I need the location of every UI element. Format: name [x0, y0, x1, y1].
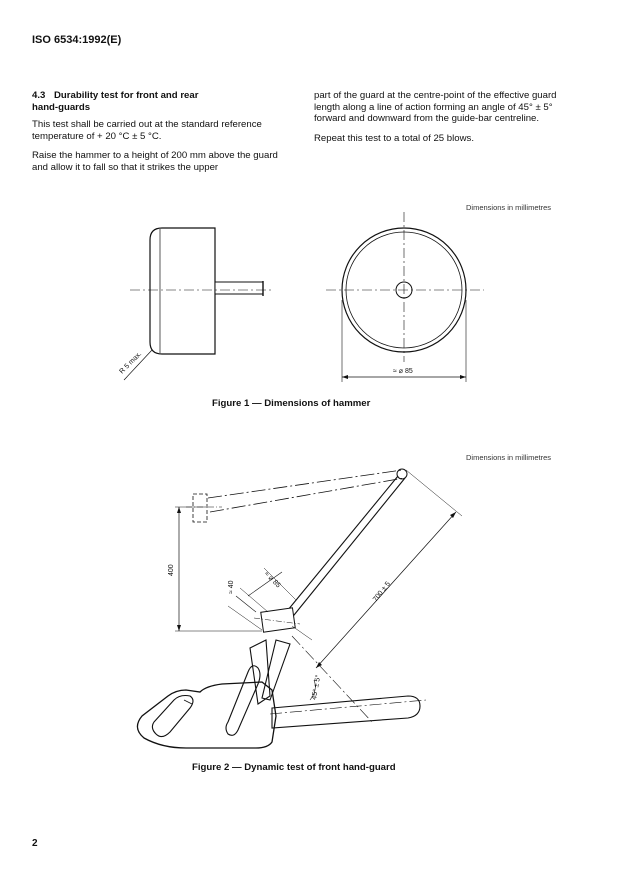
section-title-line2: hand-guards	[32, 101, 91, 113]
line-of-action	[292, 636, 372, 722]
chainsaw-body	[137, 682, 276, 748]
hammer-arm-right	[290, 478, 405, 620]
pivot-point	[397, 469, 407, 479]
paragraph-hammer-drop: Raise the hammer to a height of 200 mm above the guard and allow it to fall so that it strikes the upper	[32, 150, 278, 173]
raised-hammer	[193, 494, 207, 522]
height-label: 400	[168, 564, 175, 576]
raised-arm-lower	[210, 478, 404, 512]
page-number: 2	[32, 838, 38, 849]
guide-bar-centreline	[270, 700, 426, 714]
paragraph-hammer-drop-continued: part of the guard at the centre-point of the effective guard length along a line of action forming an angle of 45° ± 5° forward and downward from the guide-bar centreline.	[314, 90, 557, 125]
section-title-line1: Durability test for front and rear	[54, 90, 199, 101]
radius-label: R 5 max.	[118, 350, 144, 376]
figure2-width-label: ≈ 40	[228, 580, 235, 594]
figure2-diameter-label: ≈ ⌀ 85	[262, 570, 282, 590]
figure2-dimension-note: Dimensions in millimetres	[466, 453, 552, 462]
raised-arm-upper	[208, 470, 402, 498]
hammer-head-impact	[261, 608, 295, 632]
figure2-angle-label: 45° ± 5°	[311, 674, 323, 701]
paragraph-temperature: This test shall be carried out at the standard reference temperature of + 20 °C ± 5 °C.	[32, 119, 262, 142]
figure1-dimension-note: Dimensions in millimetres	[466, 203, 552, 212]
section-number: 4.3	[32, 90, 46, 101]
document-id-header: ISO 6534:1992(E)	[32, 34, 122, 46]
figure2-length-label: 700 ± 5	[372, 580, 392, 604]
paragraph-repeat: Repeat this test to a total of 25 blows.	[314, 132, 474, 144]
figure2-caption: Figure 2 — Dynamic test of front hand-guard	[192, 762, 396, 773]
figure1-caption: Figure 1 — Dimensions of hammer	[212, 398, 371, 409]
figure1-diameter-label: ≈ ⌀ 85	[393, 368, 413, 375]
front-handle	[226, 666, 260, 736]
